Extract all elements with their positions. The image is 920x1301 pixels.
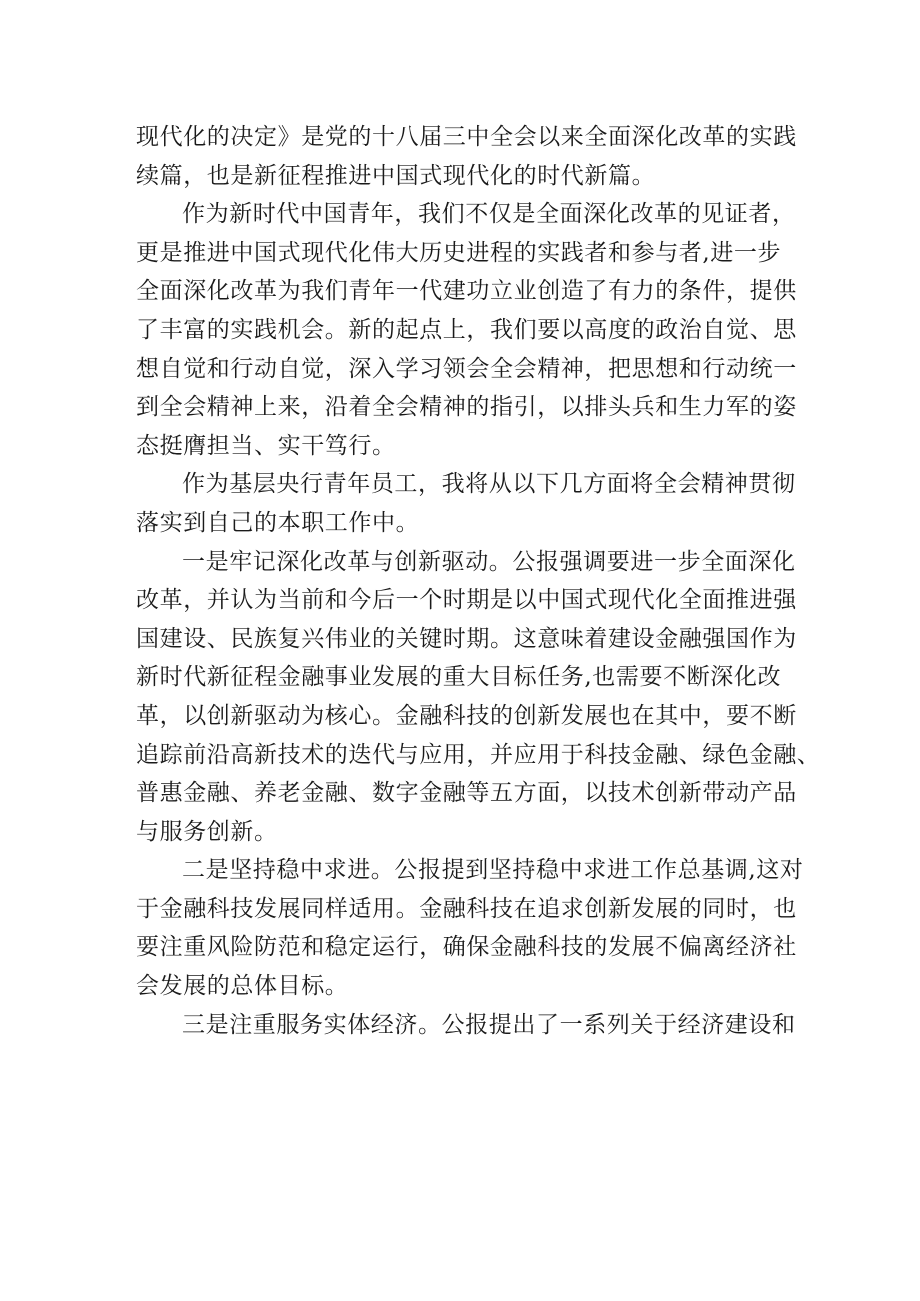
text-line: 全面深化改革为我们青年一代建功立业创造了有力的条件，提供 [136,278,797,305]
text-line: 作为新时代中国青年，我们不仅是全面深化改革的见证者， [182,201,796,228]
document-body [136,118,821,1044]
text-line: 续篇，也是新征程推进中国式现代化的时代新篇。 [136,162,656,189]
text-line: 会发展的总体目标。 [136,973,349,1000]
paragraph-3 [136,465,796,542]
paragraph-4 [136,543,821,852]
text-line: 更是推进中国式现代化伟大历史进程的实践者和参与者,进一步 [136,239,782,266]
text-line: 革，以创新驱动为核心。金融科技的创新发展也在其中，要不断 [136,702,797,729]
paragraph-1 [136,118,796,195]
paragraph-6 [136,1006,796,1045]
paragraph-5 [136,851,804,1005]
text-line: 于金融科技发展同样适用。金融科技在追求创新发展的同时，也 [136,895,797,922]
text-line: 了丰富的实践机会。新的起点上，我们要以高度的政治自觉、思 [136,316,797,343]
text-line: 普惠金融、养老金融、数字金融等五方面，以技术创新带动产品 [136,780,797,807]
text-line: 改革，并认为当前和今后一个时期是以中国式现代化全面推进强 [136,587,797,614]
text-line: 落实到自己的本职工作中。 [136,509,420,536]
text-line: 新时代新征程金融事业发展的重大目标任务,也需要不断深化改 [136,664,782,691]
text-line: 一是牢记深化改革与创新驱动。公报强调要进一步全面深化 [182,548,796,575]
text-line: 二是坚持稳中求进。公报提到坚持稳中求进工作总基调,这对 [182,857,804,884]
text-line: 国建设、民族复兴伟业的关键时期。这意味着建设金融强国作为 [136,625,797,652]
text-line: 现代化的决定》是党的十八届三中全会以来全面深化改革的实践 [136,124,797,150]
text-line: 与服务创新。 [136,818,278,845]
text-line: 追踪前沿高新技术的迭代与应用，并应用于科技金融、绿色金融、 [136,741,821,768]
text-line: 到全会精神上来，沿着全会精神的指引，以排头兵和生力军的姿 [136,394,797,421]
text-line: 态挺膺担当、实干笃行。 [136,432,396,459]
text-line: 作为基层央行青年员工，我将从以下几方面将全会精神贯彻 [182,471,796,498]
text-line: 三是注重服务实体经济。公报提出了一系列关于经济建设和 [182,1011,796,1038]
text-line: 要注重风险防范和稳定运行，确保金融科技的发展不偏离经济社 [136,934,797,961]
text-line: 想自觉和行动自觉，深入学习领会全会精神，把思想和行动统一 [136,355,797,382]
paragraph-2 [136,195,796,465]
